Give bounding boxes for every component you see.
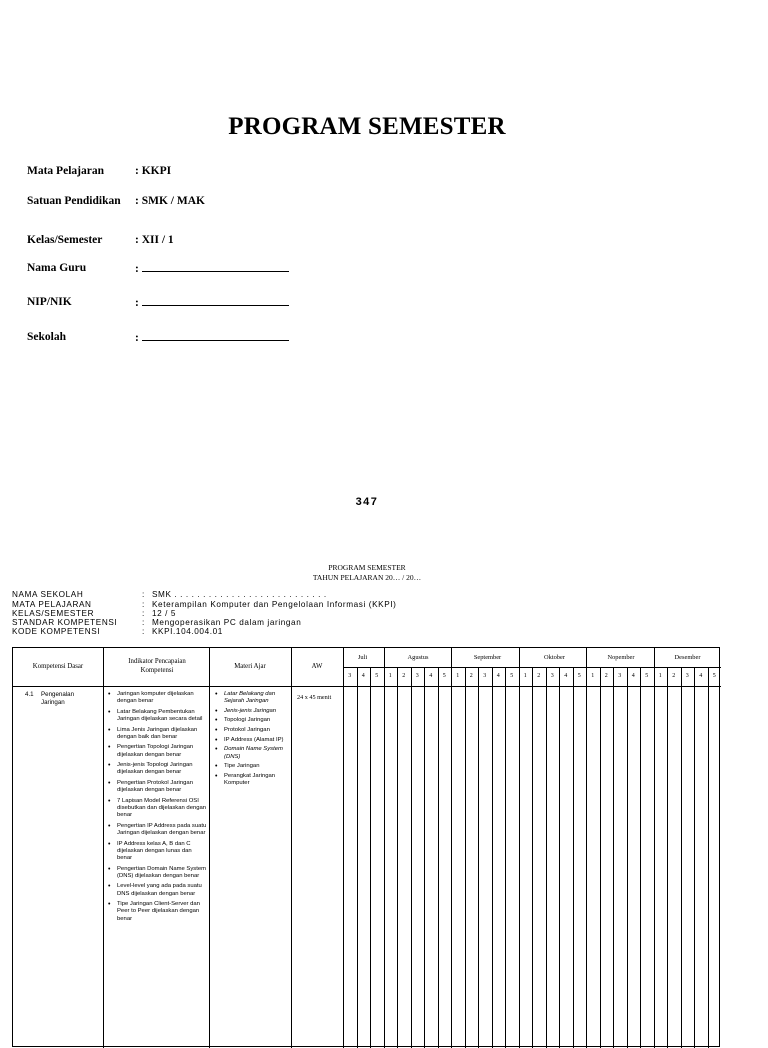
week-divider — [465, 667, 466, 1048]
info-label-kode-kompetensi: KODE KOMPETENSI — [12, 627, 101, 636]
field-label-mata-pelajaran: Mata Pelajaran — [27, 165, 104, 177]
list-item: • Domain Name System (DNS) — [214, 746, 290, 761]
list-item: • Jenis-jenis Topologi Jaringan dijelaskan dengan benar — [107, 762, 207, 777]
list-item: • 7 Lapisan Model Referensi OSI disebutkan dan dijelaskan dengan benar — [107, 798, 207, 820]
info-value-kelas-semester: 12 / 5 — [152, 609, 177, 618]
page-number: 347 — [355, 496, 379, 508]
week-number: 2 — [469, 673, 473, 679]
info-value-mata-pelajaran: Keterampilan Komputer dan Pengelolaan Informasi (KKPI) — [152, 600, 397, 609]
info-value-nama-sekolah: SMK . . . . . . . . . . . . . . . . . . . . . . . . . . . — [152, 590, 327, 599]
week-number: 5 — [375, 673, 379, 679]
week-divider — [654, 648, 655, 1048]
week-number: 1 — [456, 673, 460, 679]
header-aw: AW — [311, 663, 323, 670]
week-divider — [613, 667, 614, 1048]
week-number: 4 — [496, 673, 500, 679]
week-number: 1 — [388, 673, 392, 679]
info-colon: : — [142, 609, 145, 618]
week-divider — [357, 667, 358, 1048]
week-divider — [424, 667, 425, 1048]
field-value-kelas-semester: : XII / 1 — [135, 234, 174, 246]
week-divider — [532, 667, 533, 1048]
week-number: 2 — [672, 673, 676, 679]
field-value-sekolah: : — [135, 331, 289, 344]
week-divider — [370, 667, 371, 1048]
second-page-title: PROGRAM SEMESTER — [328, 563, 406, 572]
week-number: 3 — [550, 673, 554, 679]
list-item: • Pengertian Topologi Jaringan dijelaskan dengan benar — [107, 744, 207, 759]
list-item: • IP Address kelas A, B dan C dijelaskan dengan lunas dan benar — [107, 841, 207, 863]
info-label-nama-sekolah: NAMA SEKOLAH — [12, 590, 84, 599]
col-divider — [343, 648, 344, 1048]
field-label-nip-nik: NIP/NIK — [27, 296, 72, 308]
week-number: 4 — [699, 673, 703, 679]
info-label-mata-pelajaran: MATA PELAJARAN — [12, 600, 92, 609]
header-kompetensi-dasar: Kompetensi Dasar — [32, 663, 84, 670]
week-divider — [640, 667, 641, 1048]
list-item: • Pengertian IP Address pada suatu Jaringan dijelaskan dengan benar — [107, 823, 207, 838]
field-value-nip-nik: : — [135, 296, 289, 309]
week-divider — [600, 667, 601, 1048]
header-materi-ajar: Materi Ajar — [234, 663, 266, 670]
kd-number: 4.1 — [25, 691, 34, 698]
week-number: 5 — [645, 673, 649, 679]
week-number: 5 — [510, 673, 514, 679]
list-item: • Lima Jenis Jaringan dijelaskan dengan baik dan benar — [107, 727, 207, 742]
page-title: PROGRAM SEMESTER — [228, 113, 506, 140]
field-value-satuan-pendidikan: : SMK / MAK — [135, 195, 205, 207]
week-divider — [438, 667, 439, 1048]
week-divider — [451, 648, 452, 1048]
header-indikator: Indikator Pencapaian Kompetensi — [128, 658, 186, 674]
week-number: 1 — [591, 673, 595, 679]
week-number: 5 — [442, 673, 446, 679]
list-item: • IP Address (Alamat IP) — [214, 737, 290, 744]
week-divider — [708, 667, 709, 1048]
list-item: • Jenis-jenis Jaringan — [214, 708, 290, 715]
week-number: 4 — [564, 673, 568, 679]
month-desember: Desember — [674, 654, 701, 661]
list-item: • Topologi Jaringan — [214, 717, 290, 724]
col-divider — [291, 648, 292, 1048]
field-label-sekolah: Sekolah — [27, 331, 66, 343]
col-divider — [209, 648, 210, 1048]
list-item: • Jaringan komputer dijelaskan dengan benar — [107, 691, 207, 706]
month-juli: Juli — [357, 654, 368, 661]
week-divider — [519, 648, 520, 1048]
week-number: 5 — [712, 673, 716, 679]
info-label-standar-kompetensi: STANDAR KOMPETENSI — [12, 618, 118, 627]
list-item: • Perangkat Jaringan Komputer — [214, 773, 290, 788]
field-value-mata-pelajaran: : KKPI — [135, 165, 172, 177]
week-divider — [384, 648, 385, 1048]
week-number: 3 — [618, 673, 622, 679]
field-label-nama-guru: Nama Guru — [27, 262, 87, 274]
week-number: 3 — [415, 673, 419, 679]
week-number: 2 — [402, 673, 406, 679]
week-divider — [627, 667, 628, 1048]
week-divider — [492, 667, 493, 1048]
week-number: 2 — [537, 673, 541, 679]
week-divider — [559, 667, 560, 1048]
blank-line — [142, 331, 289, 341]
week-number: 1 — [658, 673, 662, 679]
week-number: 3 — [483, 673, 487, 679]
list-item: • Pengertian Protokol Jaringan dijelaskan dengan benar — [107, 780, 207, 795]
aw-value: 24 x 45 menit — [297, 694, 332, 701]
blank-line — [142, 262, 289, 272]
week-number: 1 — [523, 673, 527, 679]
month-nopember: Nopember — [607, 654, 635, 661]
list-item: • Tipe Jaringan Client-Server dan Peer to Peer dijelaskan dengan benar — [107, 901, 207, 923]
field-value-nama-guru: : — [135, 262, 289, 275]
field-label-satuan-pendidikan: Satuan Pendidikan — [27, 195, 121, 207]
col-divider — [103, 648, 104, 1048]
week-number: 3 — [685, 673, 689, 679]
list-item: • Tipe Jaringan — [214, 763, 290, 770]
list-item: • Pengertian Domain Name System (DNS) dijelaskan dengan benar — [107, 866, 207, 881]
week-divider — [586, 648, 587, 1048]
week-number: 5 — [577, 673, 581, 679]
info-label-kelas-semester: KELAS/SEMESTER — [12, 609, 95, 618]
list-item: • Latar Belakang dan Sejarah Jaringan — [214, 691, 290, 706]
field-label-kelas-semester: Kelas/Semester — [27, 234, 103, 246]
list-item: • Protokol Jaringan — [214, 727, 290, 734]
week-divider — [505, 667, 506, 1048]
header-divider — [13, 686, 721, 687]
month-september: September — [473, 654, 502, 661]
info-colon: : — [142, 627, 145, 636]
week-number: 3 — [348, 673, 352, 679]
list-item: • Latar Belakang Pembentukan Jaringan dijelaskan secara detail — [107, 709, 207, 724]
academic-year: TAHUN PELAJARAN 20… / 20… — [312, 573, 422, 582]
month-oktober: Oktober — [544, 654, 565, 661]
info-colon: : — [142, 600, 145, 609]
week-number: 4 — [361, 673, 365, 679]
info-value-kode-kompetensi: KKPI.104.004.01 — [152, 627, 223, 636]
week-divider — [681, 667, 682, 1048]
list-item: • Level-level yang ada pada suatu DNS dijelaskan dengan benar — [107, 883, 207, 898]
week-divider — [694, 667, 695, 1048]
kd-text: Pengenalan Jaringan — [41, 691, 75, 706]
week-number: 4 — [429, 673, 433, 679]
week-divider — [397, 667, 398, 1048]
blank-line — [142, 296, 289, 306]
week-number: 2 — [604, 673, 608, 679]
month-agustus: Agustus — [407, 654, 429, 661]
week-number: 4 — [631, 673, 635, 679]
semester-program-table — [12, 647, 720, 1047]
week-divider — [573, 667, 574, 1048]
materi-list — [214, 691, 290, 790]
info-value-standar-kompetensi: Mengoperasikan PC dalam jaringan — [152, 618, 302, 627]
week-divider — [411, 667, 412, 1048]
week-divider — [546, 667, 547, 1048]
info-colon: : — [142, 618, 145, 627]
indikator-list — [107, 691, 207, 926]
week-divider — [667, 667, 668, 1048]
week-divider — [478, 667, 479, 1048]
info-colon: : — [142, 590, 145, 599]
